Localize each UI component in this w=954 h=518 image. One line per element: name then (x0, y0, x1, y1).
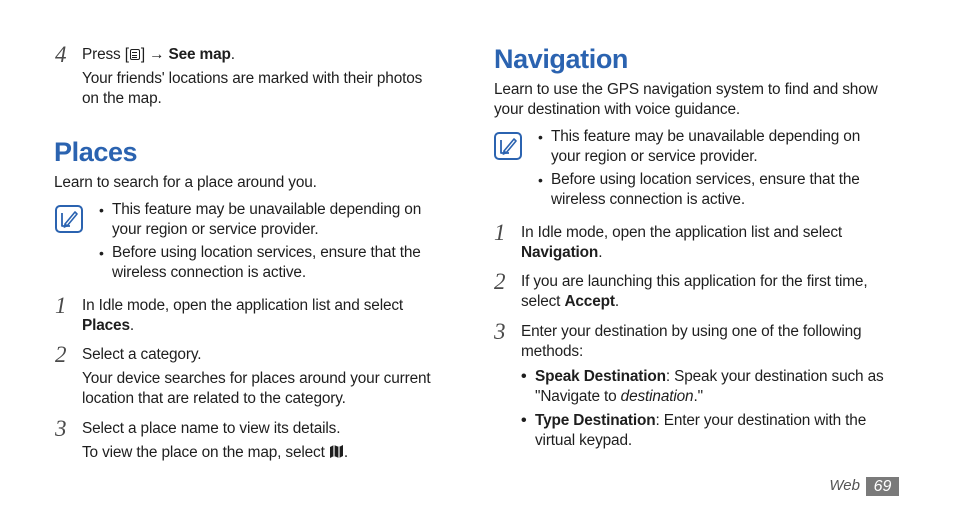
note-icon (494, 132, 522, 160)
step-number: 2 (494, 269, 506, 294)
footer-section-label: Web (829, 477, 860, 494)
step-suffix: . (614, 293, 619, 310)
section-title-places: Places (54, 137, 138, 167)
step-bold: See map (168, 46, 231, 63)
bullet: • (538, 172, 543, 188)
method-name: Type Destination (535, 412, 656, 429)
map-view-icon (329, 444, 344, 459)
step-number: 1 (494, 220, 506, 245)
method-item (535, 411, 945, 451)
step-text (521, 223, 941, 263)
step-text (521, 272, 941, 312)
step-bold: Places (82, 317, 130, 334)
note-line: your region or service provider. (112, 221, 319, 238)
step-line: In Idle mode, open the application list and select (521, 224, 843, 241)
section-intro: Learn to search for a place around you. (54, 174, 317, 191)
note-item (551, 127, 941, 167)
note-line: wireless connection is active. (112, 264, 306, 281)
step-text (82, 296, 462, 336)
note-line: This feature may be unavailable depending on (551, 128, 861, 145)
note-line: your region or service provider. (551, 148, 758, 165)
menu-key-icon (130, 49, 140, 60)
note-line: wireless connection is active. (551, 191, 745, 208)
step-bold: Navigation (521, 244, 599, 261)
step-number: 1 (55, 293, 67, 318)
method-line (535, 387, 945, 407)
bullet: • (99, 245, 104, 261)
step-number: 2 (55, 342, 67, 367)
subtext-line: Your friends' locations are marked with their photos (82, 70, 423, 87)
bullet: • (99, 202, 104, 218)
step-text-prefix: Press [ (82, 46, 129, 63)
step-text-suffix: . (230, 46, 235, 63)
method-desc: : Enter your destination with the (655, 412, 867, 429)
method-italic: destination (620, 388, 694, 405)
note-line: Before using location services, ensure that the (112, 244, 421, 261)
step-line: Enter your destination by using one of the following (521, 323, 862, 340)
step-text: Select a category. (82, 346, 202, 363)
subtext-line: Your device searches for places around your current (82, 370, 431, 387)
subtext-suffix: . (343, 444, 348, 461)
step-text (521, 322, 941, 362)
bullet: • (538, 129, 543, 145)
note-line: This feature may be unavailable depending on (112, 201, 422, 218)
step-subtext (82, 369, 462, 409)
step-text: Select a place name to view its details. (82, 420, 341, 437)
step-number: 3 (55, 416, 67, 441)
method-line: virtual keypad. (535, 432, 632, 449)
step-text (82, 45, 462, 65)
step-number: 4 (55, 42, 67, 67)
bullet: • (521, 412, 527, 429)
step-line (82, 316, 462, 336)
intro-line: your destination with voice guidance. (494, 101, 740, 118)
step-text-mid: ] → (140, 46, 169, 63)
subtext-line: on the map. (82, 90, 162, 107)
method-line (535, 411, 945, 431)
subtext-line: location that are related to the category. (82, 390, 346, 407)
method-desc: "Navigate to (535, 388, 621, 405)
step-line: In Idle mode, open the application list and select (82, 297, 404, 314)
section-intro (494, 80, 934, 120)
step-line: methods: (521, 343, 584, 360)
page-number: 69 (866, 477, 899, 496)
step-line (521, 243, 941, 263)
note-item (551, 170, 941, 210)
method-name: Speak Destination (535, 368, 666, 385)
method-line (535, 367, 945, 387)
method-desc: ." (693, 388, 703, 405)
note-icon (55, 205, 83, 233)
step-line: If you are launching this application for the first time, (521, 273, 868, 290)
step-suffix: . (598, 244, 603, 261)
note-line: Before using location services, ensure that the (551, 171, 860, 188)
method-item (535, 367, 945, 407)
note-item (112, 200, 462, 240)
step-subtext (82, 69, 462, 109)
step-subtext (82, 443, 462, 463)
intro-line: Learn to use the GPS navigation system to find and show (494, 81, 878, 98)
subtext-prefix: To view the place on the map, select (82, 444, 329, 461)
note-item (112, 243, 462, 283)
step-number: 3 (494, 319, 506, 344)
step-prefix: select (521, 293, 565, 310)
step-line (521, 292, 941, 312)
bullet: • (521, 368, 527, 385)
step-bold: Accept (564, 293, 615, 310)
step-suffix: . (129, 317, 135, 334)
method-desc: : Speak your destination such as (665, 368, 884, 385)
section-title-navigation: Navigation (494, 44, 629, 74)
